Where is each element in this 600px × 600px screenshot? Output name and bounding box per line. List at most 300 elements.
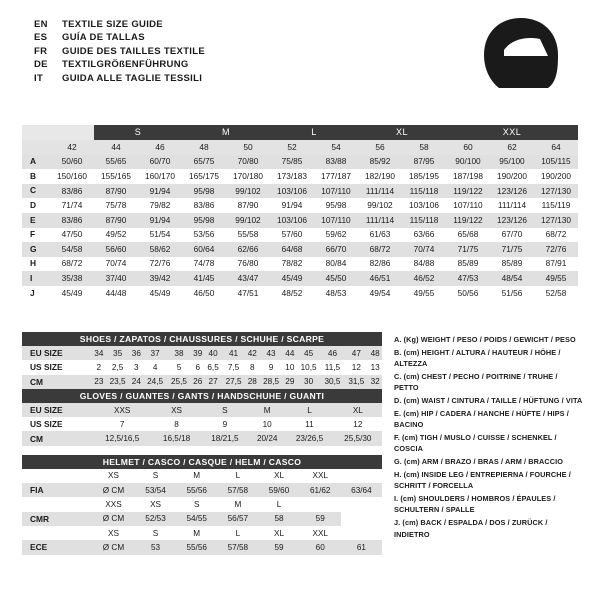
cell: 26 xyxy=(191,375,205,389)
helmet-standard-label: ECE xyxy=(22,540,92,554)
cell: 7,5 xyxy=(222,360,246,374)
cell: 60/70 xyxy=(138,155,182,170)
language-row-de xyxy=(34,58,205,71)
cell: 20/24 xyxy=(249,431,285,445)
helmet-standard-row xyxy=(22,540,382,554)
size-number-52: 52 xyxy=(270,140,314,155)
helmet-size-xl: XL xyxy=(258,526,299,540)
cell: 87/90 xyxy=(226,198,270,213)
cell: 127/130 xyxy=(534,184,578,199)
helmet-title: HELMET / CASCO / CASQUE / HELM / CASCO xyxy=(22,455,382,469)
cell: 42 xyxy=(245,346,259,360)
cell: 107/110 xyxy=(314,184,358,199)
cell: 4 xyxy=(143,360,167,374)
cell: 91/94 xyxy=(138,213,182,228)
cell: 58 xyxy=(258,512,299,526)
table-row xyxy=(22,155,578,170)
shoes-title: SHOES / ZAPATOS / CHAUSSURES / SCHUHE / SCARPE xyxy=(22,332,382,346)
legend-item-d: D. (cm) WAIST / CINTURA / TAILLE / HÜFTUNG / VITA xyxy=(394,395,583,405)
language-code-fr: FR xyxy=(34,45,48,57)
helmet-standard-label: FIA xyxy=(22,483,92,497)
cell: 91/94 xyxy=(270,198,314,213)
row-label-j: J xyxy=(22,286,50,301)
size-number-58: 58 xyxy=(402,140,446,155)
helmet-size-xl: XL xyxy=(258,469,299,483)
legend-item-j: J. (cm) BACK / ESPALDA / DOS / ZURÜCK / INDIETRO xyxy=(394,517,548,539)
cell: 23/26,5 xyxy=(285,431,333,445)
cell: 54/55 xyxy=(176,512,217,526)
size-band-xxl: XXL xyxy=(446,125,578,140)
legend-item-e: E. (cm) HIP / CADERA / HANCHE / HÜFTE / HIPS / BACINO xyxy=(394,408,569,430)
cell: 2 xyxy=(92,360,106,374)
cell: 51/54 xyxy=(138,228,182,243)
helmet-size-xs: XS xyxy=(92,526,135,540)
size-number-50: 50 xyxy=(226,140,270,155)
cell: 61/62 xyxy=(300,483,341,497)
helmet-size-l: L xyxy=(217,526,258,540)
legend-item-a: A. (Kg) WEIGHT / PESO / POIDS / GEWICHT / PESO xyxy=(394,335,576,344)
helmet-header-corner xyxy=(22,526,92,540)
cell: XXS xyxy=(92,403,152,417)
size-number-46: 46 xyxy=(138,140,182,155)
cell: 29 xyxy=(283,375,297,389)
cell: 50/60 xyxy=(50,155,94,170)
row-label: EU SIZE xyxy=(22,346,92,360)
row-label-a: A xyxy=(22,155,50,170)
header-corner-cell xyxy=(22,125,50,140)
cell: 6,5 xyxy=(205,360,222,374)
helmet-table xyxy=(22,469,382,555)
legend-item-b: B. (cm) HEIGHT / ALTURA / HAUTEUR / HÖHE / ALTEZZA xyxy=(394,347,561,369)
cell: 55/65 xyxy=(94,155,138,170)
cell: XL xyxy=(334,403,382,417)
cell: 31,5 xyxy=(344,375,368,389)
measurement-legend xyxy=(394,334,584,541)
size-band-empty xyxy=(50,125,94,140)
cell: 74/78 xyxy=(182,257,226,272)
helmet-unit-cell: Ø CM xyxy=(92,483,135,497)
cell: 56/57 xyxy=(217,512,258,526)
cell: 49/54 xyxy=(358,286,402,301)
legend-item-f: F. (cm) TIGH / MUSLO / CUISSE / SCHENKEL / COSCIA xyxy=(394,432,557,454)
cell: 7 xyxy=(92,417,152,431)
size-number-64: 64 xyxy=(534,140,578,155)
cell: 111/114 xyxy=(358,184,402,199)
cell: 150/160 xyxy=(50,169,94,184)
cell: 49/52 xyxy=(94,228,138,243)
cell: 123/126 xyxy=(490,184,534,199)
language-text-es: GUÍA DE TALLAS xyxy=(62,32,145,44)
language-code-it: IT xyxy=(34,72,44,84)
cell: 11 xyxy=(285,417,333,431)
cell: 187/198 xyxy=(446,169,490,184)
cell: 44/48 xyxy=(94,286,138,301)
shoes-table xyxy=(22,346,382,389)
cell: 75/78 xyxy=(94,198,138,213)
size-number-54: 54 xyxy=(314,140,358,155)
helmet-size-s: S xyxy=(135,526,176,540)
cell: 182/190 xyxy=(358,169,402,184)
cell: 72/76 xyxy=(534,242,578,257)
size-number-48: 48 xyxy=(182,140,226,155)
table-row xyxy=(22,228,578,243)
table-row xyxy=(22,346,382,360)
legend-item-g: G. (cm) ARM / BRAZO / BRAS / ARM / BRACCIO xyxy=(394,456,564,466)
cell: 83/86 xyxy=(50,213,94,228)
cell: 80/84 xyxy=(314,257,358,272)
table-row xyxy=(22,375,382,389)
cell: 48/52 xyxy=(270,286,314,301)
helmet-icon xyxy=(478,16,564,94)
cell: 37/40 xyxy=(94,271,138,286)
cell: 8 xyxy=(245,360,259,374)
cell: 43 xyxy=(259,346,283,360)
row-label-c: C xyxy=(22,184,50,199)
cell: 24,5 xyxy=(143,375,167,389)
size-band-xl: XL xyxy=(358,125,446,140)
cell: 41 xyxy=(222,346,246,360)
cell: 53/56 xyxy=(182,228,226,243)
language-row-es xyxy=(34,31,205,44)
cell: 62/66 xyxy=(226,242,270,257)
cell: 25,5 xyxy=(167,375,191,389)
table-row xyxy=(22,257,578,272)
cell: 78/82 xyxy=(270,257,314,272)
cell: 173/183 xyxy=(270,169,314,184)
cell: 70/74 xyxy=(402,242,446,257)
language-row-en xyxy=(34,18,205,31)
cell: 60/64 xyxy=(182,242,226,257)
body-measurements-table xyxy=(22,125,578,301)
helmet-size-l: L xyxy=(217,469,258,483)
row-label-f: F xyxy=(22,228,50,243)
table-row xyxy=(22,169,578,184)
cell: 9 xyxy=(201,417,249,431)
size-number-header-row xyxy=(22,140,578,155)
helmet-header-corner xyxy=(22,469,92,483)
row-label: US SIZE xyxy=(22,417,92,431)
size-number-62: 62 xyxy=(490,140,534,155)
cell: 85/89 xyxy=(490,257,534,272)
cell: 60 xyxy=(300,540,341,554)
cell: 61 xyxy=(341,540,382,554)
cell: 71/75 xyxy=(490,242,534,257)
cell: 54/58 xyxy=(50,242,94,257)
cell: L xyxy=(285,403,333,417)
cell: 30,5 xyxy=(321,375,345,389)
cell: 46/50 xyxy=(182,286,226,301)
row-label: CM xyxy=(22,431,92,445)
language-code-de: DE xyxy=(34,59,48,71)
cell: 57/60 xyxy=(270,228,314,243)
cell: 59 xyxy=(300,512,341,526)
cell: 59 xyxy=(258,540,299,554)
legend-item-h: H. (cm) INSIDE LEG / ENTREPIERNA / FOURCHE / SCHRITT / FORCELLA xyxy=(394,469,571,491)
cell: 65/68 xyxy=(446,228,490,243)
cell: 55/56 xyxy=(176,540,217,554)
cell: 18/21,5 xyxy=(201,431,249,445)
table-row xyxy=(22,431,382,445)
cell: 50/56 xyxy=(446,286,490,301)
cell: 27,5 xyxy=(222,375,246,389)
cell: 28 xyxy=(245,375,259,389)
table-row xyxy=(22,403,382,417)
helmet-unit-cell: Ø CM xyxy=(92,540,135,554)
cell: 83/86 xyxy=(50,184,94,199)
cell: 123/126 xyxy=(490,213,534,228)
cell: 32 xyxy=(368,375,382,389)
cell: 155/165 xyxy=(94,169,138,184)
cell: 103/106 xyxy=(402,198,446,213)
cell: M xyxy=(249,403,285,417)
cell: 185/195 xyxy=(402,169,446,184)
cell: 28,5 xyxy=(259,375,283,389)
helmet-size-m: M xyxy=(217,497,258,511)
cell: 37 xyxy=(143,346,167,360)
cell: 23,5 xyxy=(106,375,130,389)
cell: 48 xyxy=(368,346,382,360)
size-number-42: 42 xyxy=(50,140,94,155)
cell: XS xyxy=(152,403,200,417)
cell: 85/92 xyxy=(358,155,402,170)
cell: 53 xyxy=(135,540,176,554)
size-band-m: M xyxy=(182,125,270,140)
cell: 44 xyxy=(283,346,297,360)
helmet-size-s: S xyxy=(135,469,176,483)
legend-item-c: C. (cm) CHEST / PECHO / POITRINE / TRUHE / PETTO xyxy=(394,371,558,393)
cell: 91/94 xyxy=(138,184,182,199)
cell: 68/72 xyxy=(50,257,94,272)
cell: 8 xyxy=(152,417,200,431)
gloves-table xyxy=(22,403,382,446)
table-row xyxy=(22,184,578,199)
size-letter-header-row xyxy=(22,125,578,140)
table-row xyxy=(22,242,578,257)
helmet-size-header-row xyxy=(22,469,382,483)
size-number-corner-cell xyxy=(22,140,50,155)
cell: 87/95 xyxy=(402,155,446,170)
cell: 103/106 xyxy=(270,213,314,228)
cell: 45/49 xyxy=(270,271,314,286)
cell: 72/76 xyxy=(138,257,182,272)
language-text-it: GUIDA ALLE TAGLIE TESSILI xyxy=(62,72,203,84)
cell: 10 xyxy=(283,360,297,374)
cell: 61/63 xyxy=(358,228,402,243)
language-text-de: TEXTILGRÖßENFÜHRUNG xyxy=(62,59,189,71)
cell: 10,5 xyxy=(297,360,321,374)
cell: 35/38 xyxy=(50,271,94,286)
cell: 87/91 xyxy=(534,257,578,272)
size-band-s: S xyxy=(94,125,182,140)
cell: 119/122 xyxy=(446,213,490,228)
cell: 34 xyxy=(92,346,106,360)
cell: 57/58 xyxy=(217,540,258,554)
cell: 5 xyxy=(167,360,191,374)
cell: 165/175 xyxy=(182,169,226,184)
cell: 177/187 xyxy=(314,169,358,184)
language-code-es: ES xyxy=(34,32,48,44)
cell: 64/68 xyxy=(270,242,314,257)
helmet-standard-row xyxy=(22,483,382,497)
cell: 65/75 xyxy=(182,155,226,170)
cell: 63/64 xyxy=(341,483,382,497)
helmet-size-header-row xyxy=(22,526,382,540)
row-label-h: H xyxy=(22,257,50,272)
cell: 99/102 xyxy=(226,184,270,199)
cell: 71/74 xyxy=(50,198,94,213)
helmet-size-header-row xyxy=(22,497,382,511)
cell: 170/180 xyxy=(226,169,270,184)
cell: 95/100 xyxy=(490,155,534,170)
language-list xyxy=(34,18,205,85)
cell: 36 xyxy=(130,346,144,360)
size-number-44: 44 xyxy=(94,140,138,155)
row-label: US SIZE xyxy=(22,360,92,374)
cell: 39/42 xyxy=(138,271,182,286)
cell: 12,5/16,5 xyxy=(92,431,152,445)
cell: 111/114 xyxy=(490,198,534,213)
cell: 39 xyxy=(191,346,205,360)
cell: 87/90 xyxy=(94,213,138,228)
cell: 49/55 xyxy=(534,271,578,286)
cell: 16,5/18 xyxy=(152,431,200,445)
helmet-unit-cell: Ø CM xyxy=(92,512,135,526)
cell: 99/102 xyxy=(358,198,402,213)
cell: 107/110 xyxy=(314,213,358,228)
cell: 49/55 xyxy=(402,286,446,301)
legend-item-i: I. (cm) SHOULDERS / HOMBROS / ÉPAULES / SCHULTERN / SPALLE xyxy=(394,493,556,515)
language-row-fr xyxy=(34,45,205,58)
cell: 95/98 xyxy=(182,184,226,199)
cell: 75/85 xyxy=(270,155,314,170)
row-label-b: B xyxy=(22,169,50,184)
cell: S xyxy=(201,403,249,417)
helmet-standard-label: CMR xyxy=(22,512,92,526)
language-text-fr: GUIDE DES TAILLES TEXTILE xyxy=(62,45,205,57)
cell: 38 xyxy=(167,346,191,360)
helmet-size-m: M xyxy=(176,469,217,483)
helmet-header-corner xyxy=(22,497,92,511)
cell: 47/53 xyxy=(446,271,490,286)
cell: 115/118 xyxy=(402,184,446,199)
cell: 12 xyxy=(334,417,382,431)
cell: 99/102 xyxy=(226,213,270,228)
cell: 30 xyxy=(297,375,321,389)
cell: 87/90 xyxy=(94,184,138,199)
table-row xyxy=(22,360,382,374)
table-row xyxy=(22,271,578,286)
cell: 85/89 xyxy=(446,257,490,272)
cell: 41/45 xyxy=(182,271,226,286)
cell: 83/86 xyxy=(182,198,226,213)
helmet-size-xxl: XXL xyxy=(300,469,341,483)
helmet-size-s: S xyxy=(176,497,217,511)
cell: 57/58 xyxy=(217,483,258,497)
cell: 47/51 xyxy=(226,286,270,301)
cell: 46/52 xyxy=(402,271,446,286)
cell: 12 xyxy=(344,360,368,374)
product-tables xyxy=(22,332,382,555)
table-row xyxy=(22,198,578,213)
cell: 35 xyxy=(106,346,130,360)
cell: 107/110 xyxy=(446,198,490,213)
table-row xyxy=(22,213,578,228)
cell: 2,5 xyxy=(106,360,130,374)
helmet-size-xs: XS xyxy=(135,497,176,511)
cell: 25,5/30 xyxy=(334,431,382,445)
cell: 190/200 xyxy=(490,169,534,184)
cell: 3 xyxy=(130,360,144,374)
cell: 27 xyxy=(205,375,222,389)
language-code-en: EN xyxy=(34,19,48,30)
language-text-en: TEXTILE SIZE GUIDE xyxy=(62,19,163,30)
cell: 70/74 xyxy=(94,257,138,272)
cell: 46 xyxy=(321,346,345,360)
cell: 45 xyxy=(297,346,321,360)
cell: 46/51 xyxy=(358,271,402,286)
cell: 59/60 xyxy=(258,483,299,497)
cell: 6 xyxy=(191,360,205,374)
cell: 127/130 xyxy=(534,213,578,228)
cell: 11,5 xyxy=(321,360,345,374)
cell: 47 xyxy=(344,346,368,360)
cell: 190/200 xyxy=(534,169,578,184)
helmet-standard-row xyxy=(22,512,382,526)
cell: 76/80 xyxy=(226,257,270,272)
cell: 70/80 xyxy=(226,155,270,170)
cell: 160/170 xyxy=(138,169,182,184)
row-label: CM xyxy=(22,375,92,389)
cell: 105/115 xyxy=(534,155,578,170)
cell: 47/50 xyxy=(50,228,94,243)
helmet-size-xxl: XXL xyxy=(300,526,341,540)
cell: 24 xyxy=(130,375,144,389)
cell: 40 xyxy=(205,346,222,360)
cell: 90/100 xyxy=(446,155,490,170)
cell: 63/66 xyxy=(402,228,446,243)
cell: 115/118 xyxy=(402,213,446,228)
row-label-d: D xyxy=(22,198,50,213)
cell: 51/56 xyxy=(490,286,534,301)
gloves-title: GLOVES / GUANTES / GANTS / HANDSCHUHE / GUANTI xyxy=(22,389,382,403)
cell: 10 xyxy=(249,417,285,431)
cell: 68/72 xyxy=(534,228,578,243)
cell: 52/58 xyxy=(534,286,578,301)
cell: 67/70 xyxy=(490,228,534,243)
cell: 84/88 xyxy=(402,257,446,272)
cell: 9 xyxy=(259,360,283,374)
size-number-60: 60 xyxy=(446,140,490,155)
cell: 111/114 xyxy=(358,213,402,228)
cell: 45/49 xyxy=(138,286,182,301)
helmet-size-m: M xyxy=(176,526,217,540)
cell: 48/53 xyxy=(314,286,358,301)
helmet-size-xs: XS xyxy=(92,469,135,483)
cell: 119/122 xyxy=(446,184,490,199)
row-label: EU SIZE xyxy=(22,403,92,417)
table-row xyxy=(22,286,578,301)
size-band-l: L xyxy=(270,125,358,140)
cell: 13 xyxy=(368,360,382,374)
cell: 45/49 xyxy=(50,286,94,301)
cell: 115/119 xyxy=(534,198,578,213)
cell: 59/62 xyxy=(314,228,358,243)
cell: 68/72 xyxy=(358,242,402,257)
cell: 48/54 xyxy=(490,271,534,286)
table-row xyxy=(22,417,382,431)
cell: 23 xyxy=(92,375,106,389)
cell: 71/75 xyxy=(446,242,490,257)
